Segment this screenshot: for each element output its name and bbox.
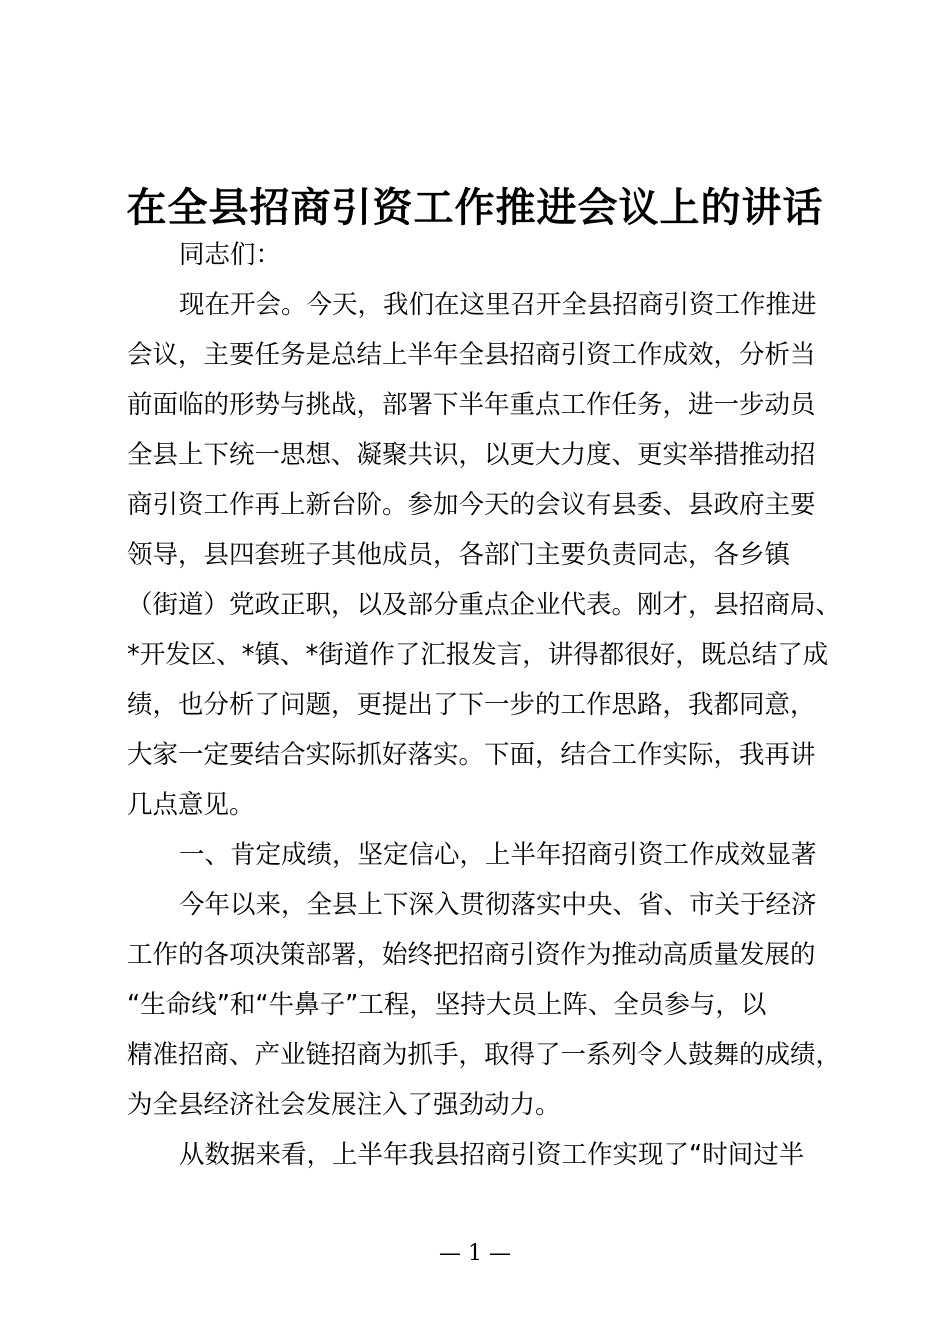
paragraph-line: 会议，主要任务是总结上半年全县招商引资工作成效，分析当 bbox=[127, 340, 816, 370]
paragraph-line: 今年以来，全县上下深入贯彻落实中央、省、市关于经济 bbox=[179, 890, 817, 920]
paragraph-line: 大家一定要结合实际抓好落实。下面，结合工作实际，我再讲 bbox=[127, 740, 816, 770]
paragraph-line: （街道）党政正职，以及部分重点企业代表。刚才，县招商局、 bbox=[127, 590, 842, 620]
paragraph-line: *开发区、*镇、*街道作了汇报发言，讲得都很好，既总结了成 bbox=[127, 640, 829, 670]
paragraph-line: 为全县经济社会发展注入了强劲动力。 bbox=[127, 1090, 561, 1120]
paragraph-line: 领导，县四套班子其他成员，各部门主要负责同志，各乡镇 bbox=[127, 540, 791, 570]
page-number: — 1 — bbox=[439, 1241, 511, 1266]
paragraph-line: 从数据来看，上半年我县招商引资工作实现了“时间过半 bbox=[179, 1140, 805, 1170]
paragraph-line: 商引资工作再上新台阶。参加今天的会议有县委、县政府主要 bbox=[127, 490, 816, 520]
paragraph-line: “生命线”和“牛鼻子”工程，坚持大员上阵、全员参与，以 bbox=[127, 990, 767, 1020]
document-title: 在全县招商引资工作推进会议上的讲话 bbox=[126, 184, 824, 231]
document-body bbox=[127, 230, 842, 1180]
paragraph-line: 几点意见。 bbox=[127, 790, 255, 820]
paragraph-line: 精准招商、产业链招商为抓手，取得了一系列令人鼓舞的成绩， bbox=[127, 1040, 842, 1070]
paragraph-line: 全县上下统一思想、凝聚共识，以更大力度、更实举措推动招 bbox=[127, 440, 816, 470]
section-heading: 一、肯定成绩，坚定信心，上半年招商引资工作成效显著 bbox=[179, 840, 817, 870]
paragraph-line: 绩，也分析了问题，更提出了下一步的工作思路，我都同意， bbox=[127, 690, 816, 720]
paragraph-line: 现在开会。今天，我们在这里召开全县招商引资工作推进 bbox=[179, 290, 817, 320]
paragraph-line: 工作的各项决策部署，始终把招商引资作为推动高质量发展的 bbox=[127, 940, 816, 970]
paragraph-line: 前面临的形势与挑战，部署下半年重点工作任务，进一步动员 bbox=[127, 390, 816, 420]
salutation: 同志们： bbox=[179, 240, 282, 270]
